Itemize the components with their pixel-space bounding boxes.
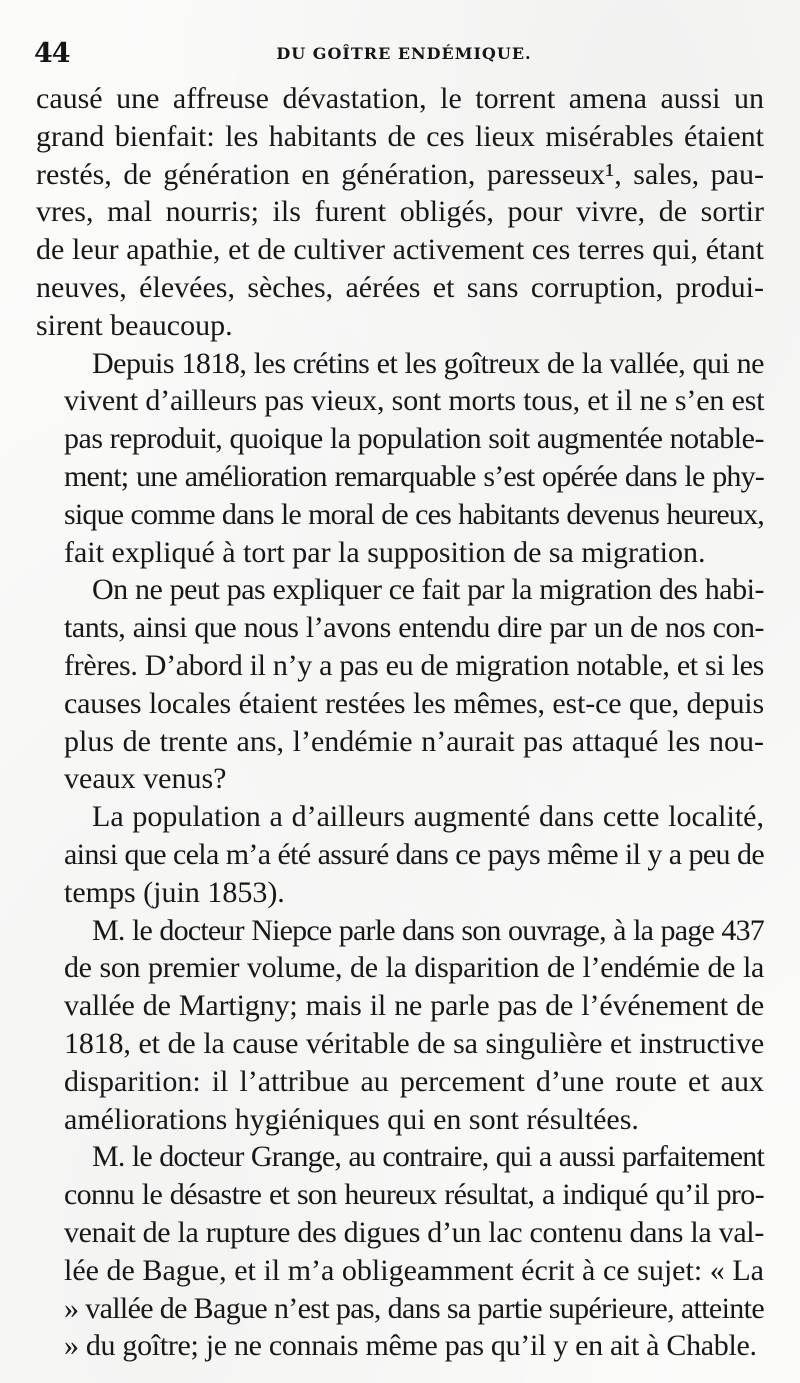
text-line: causes locales étaient restées les mêmes, est-ce que, depuis bbox=[64, 686, 764, 720]
text-line: 1818, et de la cause véritable de sa singulière et instructive bbox=[64, 1026, 764, 1060]
text-line: On ne peut pas expliquer ce fait par la migration des habi- bbox=[92, 573, 764, 607]
text-line: Depuis 1818, les crétins et les goîtreux de la vallée, qui ne bbox=[92, 346, 764, 380]
text-line: La population a d’ailleurs augmenté dans cette localité, bbox=[92, 800, 764, 834]
text-line: lée de Bague, et il m’a obligeamment écrit à ce sujet: « La bbox=[64, 1253, 764, 1287]
paragraph bbox=[36, 345, 764, 572]
text-line: causé une affreuse dévastation, le torrent amena aussi un bbox=[36, 82, 764, 115]
text-line: grand bienfait: les habitants de ces lieux misérables étaient bbox=[36, 119, 764, 153]
text-line: venait de la rupture des digues d’un lac contenu dans la val- bbox=[64, 1215, 764, 1249]
paragraph bbox=[36, 80, 764, 345]
paragraph bbox=[36, 912, 764, 1139]
text-line: vres, mal nourris; ils furent obligés, pour vivre, de sortir bbox=[36, 195, 764, 229]
text-line: sique comme dans le moral de ces habitants devenus heureux, bbox=[64, 497, 764, 531]
text-line: vallée de Martigny; mais il ne parle pas de l’événement de bbox=[64, 989, 764, 1023]
body-text bbox=[36, 80, 764, 1365]
text-line: ainsi que cela m’a été assuré dans ce pays même il y a peu de bbox=[64, 837, 764, 871]
text-line: de leur apathie, et de cultiver activement ces terres qui, étant bbox=[36, 233, 764, 267]
text-line: ment; une amélioration remarquable s’est opérée dans le phy- bbox=[64, 459, 764, 493]
text-line: connu le désastre et son heureux résultat, a indiqué qu’il pro- bbox=[64, 1178, 764, 1212]
text-line: sirent beaucoup. bbox=[36, 308, 233, 342]
text-line: améliorations hygiéniques qui en sont résultées. bbox=[64, 1102, 639, 1136]
text-line: neuves, élevées, sèches, aérées et sans corruption, produi- bbox=[36, 270, 764, 304]
text-line: temps (juin 1853). bbox=[64, 875, 285, 909]
text-line: disparition: il l’attribue au percement d’une route et aux bbox=[64, 1064, 764, 1098]
paragraph bbox=[36, 798, 764, 911]
text-line: pas reproduit, quoique la population soit augmentée notable- bbox=[64, 422, 764, 456]
page-number: 44 bbox=[34, 38, 70, 69]
text-line: M. le docteur Grange, au contraire, qui a aussi parfaitement bbox=[92, 1140, 764, 1174]
text-line: restés, de génération en génération, paresseux¹, sales, pau- bbox=[36, 157, 764, 191]
text-line: fait expliqué à tort par la supposition de sa migration. bbox=[64, 535, 706, 569]
paragraph bbox=[36, 1138, 764, 1365]
text-line: de son premier volume, de la disparition de l’endémie de la bbox=[64, 951, 764, 985]
text-line: veaux venus? bbox=[64, 762, 227, 796]
text-line: vivent d’ailleurs pas vieux, sont morts tous, et il ne s’en est bbox=[64, 384, 765, 418]
text-line: plus de trente ans, l’endémie n’aurait pas attaqué les nou- bbox=[64, 724, 764, 758]
text-line: frères. D’abord il n’y a pas eu de migration notable, et si les bbox=[64, 648, 764, 682]
text-line: » vallée de Bague n’est pas, dans sa partie supérieure, atteinte bbox=[64, 1291, 764, 1325]
page-header bbox=[34, 34, 774, 74]
text-line: M. le docteur Niepce parle dans son ouvrage, à la page 437 bbox=[92, 913, 764, 947]
text-line: » du goître; je ne connais même pas qu’il y en ait à Chable. bbox=[64, 1329, 757, 1363]
paragraph bbox=[36, 571, 764, 798]
running-head: DU GOÎTRE ENDÉMIQUE. bbox=[276, 44, 532, 63]
text-line: tants, ainsi que nous l’avons entendu dire par un de nos con- bbox=[64, 611, 764, 645]
